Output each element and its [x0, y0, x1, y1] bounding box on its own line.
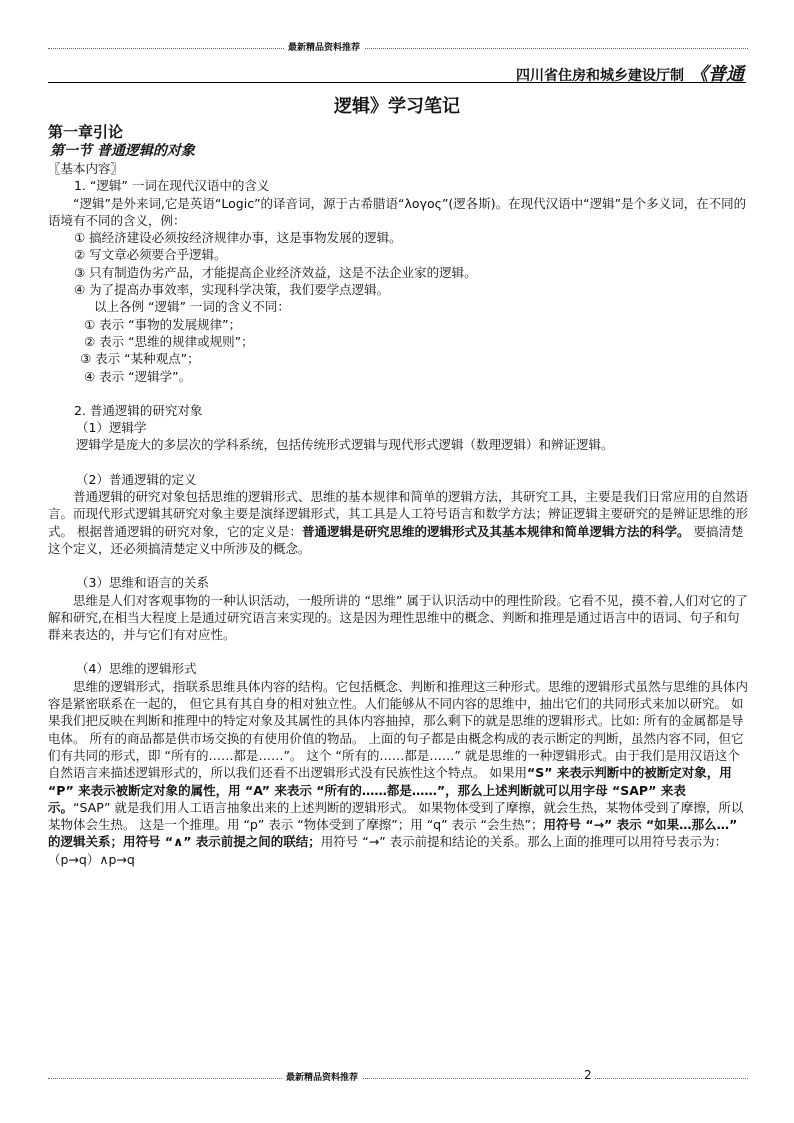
- subsection-3-title: （3）思维和语言的关系: [76, 575, 209, 591]
- subsection-3-text: 思维是人们对客观事物的一种认识活动，一般所讲的 “思维” 属于认识活动中的理性阶段。它看不见，摸不着,人们对它的了解和研究,在相当大程度上是通过研究语言来实现的。这是因为理性思维中的概念、判断和推理是通过语言中的语词、句子和句群来表达的，并与它们有对应性。: [48, 592, 748, 643]
- meaning-item: ③ 表示 “某种观点”；: [80, 351, 200, 367]
- point-1-paragraph: “逻辑”是外来词,它是英语“Logic”的译音词，源于古希腊语“λογος”(逻各斯)。在现代汉语中“逻辑”是个多义词，在不同的语境有不同的含义，例：: [48, 195, 747, 228]
- definition-bold: 普通逻辑是研究思维的逻辑形式及其基本规律和简单逻辑方法的科学。: [301, 523, 690, 539]
- page-footer: [48, 1070, 748, 1084]
- section-heading: 第一节 普通逻辑的对象: [50, 143, 195, 159]
- subsection-4-title: （4）思维的逻辑形式: [76, 661, 197, 677]
- chapter-heading: 第一章引论: [48, 123, 124, 141]
- header-label: 最新精品资料推荐: [284, 40, 364, 53]
- subsection-1-title: （1）逻辑学: [76, 420, 147, 436]
- meaning-item: ② 表示 “思维的规律或规则”；: [84, 333, 254, 349]
- logical-form-lead: 思维的逻辑形式，指联系思维具体内容的结构。它包括概念、判断和推理这三种形式。思维的逻辑形式虽然与思维的具体内容是紧密联系在一起的， 但它具有其自身的相对独立性。人们能够从不同内容的思维中，抽出它们的共同形式来加以研究。 如果我们把反映在判断和推理中的特定对象及其属性的具体内容抽掉，那么剩下的就是思维的逻辑形式。比如: 所有的金属都是导电体。 所有的商品都是供市场交换的有使用价值的物品。 上面的句子都是由概念构成的表示断定的判断，虽然内容不同，但它们有共同的形式，即 “所有的……都是……”。 这个 “所有的……都是……” 就是思维的一种逻辑形式。由于我们是用汉语这个自然语言来描述逻辑形式的，所以我们还看不出逻辑形式没有民族性这个特点。 如果用: [48, 678, 749, 781]
- formula-text: 用符号 “→” 表示前提和结论的关系。那么上面的推理可以用符号表示为： （p→q）∧p→q: [48, 834, 728, 867]
- footer-dotted-line: [48, 1078, 748, 1079]
- meaning-item: ④ 表示 “逻辑学”。: [84, 368, 192, 384]
- subsection-2-text: [48, 488, 748, 557]
- document-title: 逻辑》学习笔记: [334, 96, 460, 117]
- subsection-4-text: [48, 678, 748, 868]
- subsection-2-title: （2）普通逻辑的定义: [76, 471, 197, 487]
- sap-definition-bold: “S” 来表示判断中的被断定对象，用 “P” 来表示被断定对象的属性，用 “A” 来表示 “所有的……都是……”，那么上述判断就可以用字母 “SAP” 来表示。: [48, 765, 732, 815]
- point-2-title: 2. 普通逻辑的研究对象: [74, 402, 203, 418]
- subsection-1-text: 逻辑学是庞大的多层次的学科系统，包括传统形式逻辑与现代形式逻辑（数理逻辑）和辨证逻辑。: [76, 437, 614, 453]
- footer-label: 最新精品资料推荐: [282, 1070, 362, 1083]
- header-rule: [48, 82, 746, 83]
- document-body: [48, 122, 748, 868]
- page-number: 2: [584, 1068, 592, 1082]
- definition-tail: 要搞清楚这个定义，还必须搞清楚定义中所涉及的概念。: [48, 523, 744, 556]
- title-prefix: 《普通: [690, 64, 744, 85]
- basic-content-label: 〖基本内容〗: [48, 161, 124, 176]
- header-dotted-line: [48, 48, 748, 49]
- organization-name: 四川省住房和城乡建设厅制: [516, 68, 684, 84]
- point-1-title: 1. “逻辑” 一词在现代汉语中的含义: [74, 178, 270, 194]
- example-item: ③ 只有制造伪劣产品，才能提高企业经济效益，这是不法企业家的逻辑。: [74, 264, 477, 280]
- meanings-intro: 以上各例 “逻辑” 一词的含义不同：: [94, 299, 290, 315]
- inference-text: “SAP” 就是我们用人工语言抽象出来的上述判断的逻辑形式。 如果物体受到了摩擦，就会生热，某物体受到了摩擦，所以某物体会生热。 这是一个推理。用 “p” 表示 “物体受到了摩擦”；用 “q” 表示 “会生热”；: [48, 799, 744, 833]
- page-header: [48, 40, 748, 54]
- symbol-definition-bold: 用符号 “→” 表示 “如果…那么…” 的逻辑关系；用符号 “∧” 表示前提之间的联结；: [48, 817, 738, 850]
- definition-lead: 普通逻辑的研究对象包括思维的逻辑形式、思维的基本规律和简单的逻辑方法，其研究工具，主要是我们日常应用的自然语言。而现代形式逻辑其研究对象主要是演绎逻辑形式，其工具是人工符号语言和数学方法；辨证逻辑主要研究的是辨证思维的形式。 根据普通逻辑的研究对象，它的定义是：: [48, 489, 749, 539]
- example-item: ④ 为了提高办事效率，实现科学决策，我们要学点逻辑。: [74, 282, 390, 298]
- example-item: ② 写文章必须要合乎逻辑。: [74, 247, 227, 263]
- meaning-item: ① 表示 “事物的发展规律”；: [84, 316, 242, 332]
- example-item: ① 搞经济建设必须按经济规律办事，这是事物发展的逻辑。: [74, 230, 402, 246]
